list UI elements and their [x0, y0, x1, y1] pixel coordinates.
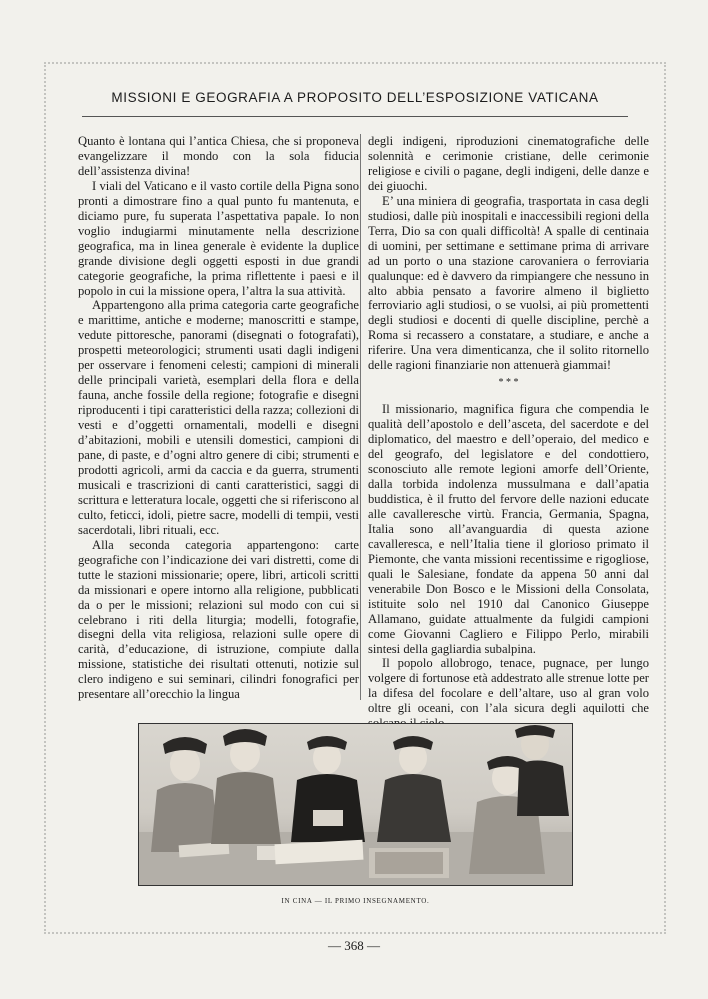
child-figure [515, 725, 569, 816]
paragraph: Quanto è lontana qui l’antica Chiesa, che si proponeva evangelizzare il mondo con la sola fiducia dell’assistenza divina! [78, 134, 359, 178]
child-figure [369, 736, 451, 878]
figure-caption: IN CINA — IL PRIMO INSEGNAMENTO. [281, 897, 430, 905]
left-column [78, 134, 359, 702]
column-divider [360, 134, 361, 700]
child-figure [291, 736, 365, 842]
section-break-text: * * * [498, 377, 519, 389]
paragraph: Alla seconda categoria appartengono: carte geografiche con l’indicazione dei vari distretti, come di tutte le stazioni missionarie; opere, libri, articoli scritti da missionari e opere intorno alla religione, pubblicati da o per le missioni; relazioni sul modo con cui si celebrano i riti della liturgia; modelli, fotografie, disegni della vita religiosa, relazioni sulle opere di carità, d’educazione, di istruzione, compiute dalla missione, statistiche dei risultati ottenuti, notizie sul clero indigeno e sui seminari, cilindri fonografici per presentare all’orecchio la lingua [78, 537, 359, 702]
header-rule [82, 116, 628, 117]
right-column [368, 134, 649, 731]
paragraph: degli indigeni, riproduzioni cinematografiche delle solennità e cerimonie cristiane, delle cerimonie religiose e civili o pagane, degli indigeni, delle danze e dei giuochi. [368, 134, 649, 193]
section-break [368, 378, 649, 400]
photo-children-reading [138, 723, 573, 886]
paragraph: I viali del Vaticano e il vasto cortile della Pigna sono pronti a dimostrare fino a qual punto fu mantenuta, e diciamo pure, fu superata l’aspettativa papale. Io non voglio indugiarmi minutamente nella descrizione geografica, ma in linea generale è evidente la duplice grande divisione degli oggetti esposti in due grandi categorie geografiche, la prima riflettente i paesi e il popolo in cui la missione opera, l’altra la sua attività. [78, 178, 359, 298]
paragraph: Appartengono alla prima categoria carte geografiche e marittime, antiche e moderne; manoscritti e stampe, vedute pittoresche, panorami (disegnati o fotografati), prospetti meteorologici; strumenti usati dagli indigeni per osservare i fenomeni celesti; campioni di minerali delle principali varietà, esemplari della flora e della fauna, anche fossile della regione; fotografie e disegni riproducenti i tipi caratteristici della razza; collezioni di vesti e d’oggetti ornamentali, modelli e disegni d’abitazioni, mobili e utensili domestici, campioni di pane, di paste, e d’ogni altro genere di cibi; strumenti e prodotti agricoli, armi da caccia e da guerra, strumenti musicali e trascrizioni di canti caratteristici, saggi di scrittura e letteratura locale, oggetti che si riferiscono al culto, feticci, idoli, pietre sacre, modelli di tempii, vesti sacerdotali, libri rituali, ecc. [78, 298, 359, 537]
paragraph: E’ una miniera di geografia, trasportata in casa degli studiosi, dalle più inospitali e inaccessibili regioni della Terra, Dio sa con quali difficoltà! A spalle di centinaia di uomini, per settimane e settimane prima di arrivare ad un porto o una stazione carovaniera o ferroviaria qualunque: ed è davvero da rimpiangere che nessuno in alto abbia pensato a favorire almeno il biglietto ferroviario agli studiosi, o se vuolsi, ai più promettenti degli studiosi e docenti di quelle discipline, perchè a Roma si recassero a constatare, a studiare, e anche a riferire. Una vera dimenticanza, che il solito ritornello delle ragioni finanziarie non attenuerà giammai! [368, 193, 649, 373]
running-header: MISSIONI E GEOGRAFIA A PROPOSITO DELL’ESPOSIZIONE VATICANA [111, 90, 599, 105]
photo-illustration [139, 724, 572, 885]
paragraph: Il missionario, magnifica figura che compendia le qualità dell’apostolo e dell’asceta, del sacerdote e del diplomatico, del maestro e dell’operaio, del medico e del geografo, del legislatore e del condottiero, sconosciuto alle remote legioni amorfe dell’Oriente, dalla torbida indolenza mussulmana e dall’apatia buddistica, è il frutto del fervore delle nazioni educate alle cavalleresche virtù. Francia, Germania, Spagna, Italia sono all’avanguardia di questa azione cavalleresca, e nell’Italia tiene il glorioso primato il Piemonte, che vanta missioni recentissime e rigogliose, quali le Salesiane, fondate da appena 50 anni dal venerabile Don Bosco e le Missioni della Consolata, istituite solo nel 1910 dal Canonico Giuseppe Allamano, guidate attualmente da fulgidi campioni come Giovanni Cagliero e Filippo Perlo, mirabili sintesi della gagliardia subalpina. [368, 402, 649, 656]
paragraph: Il popolo allobrogo, tenace, pugnace, per lungo volgere di fortunose età addestrato alle strenue lotte per la difesa del focolare e dell’altare, uso al gran volo oltre gli oceani, con l’ala sicura degli aquilotti che [368, 656, 649, 716]
page-number: — 368 — [328, 938, 380, 953]
